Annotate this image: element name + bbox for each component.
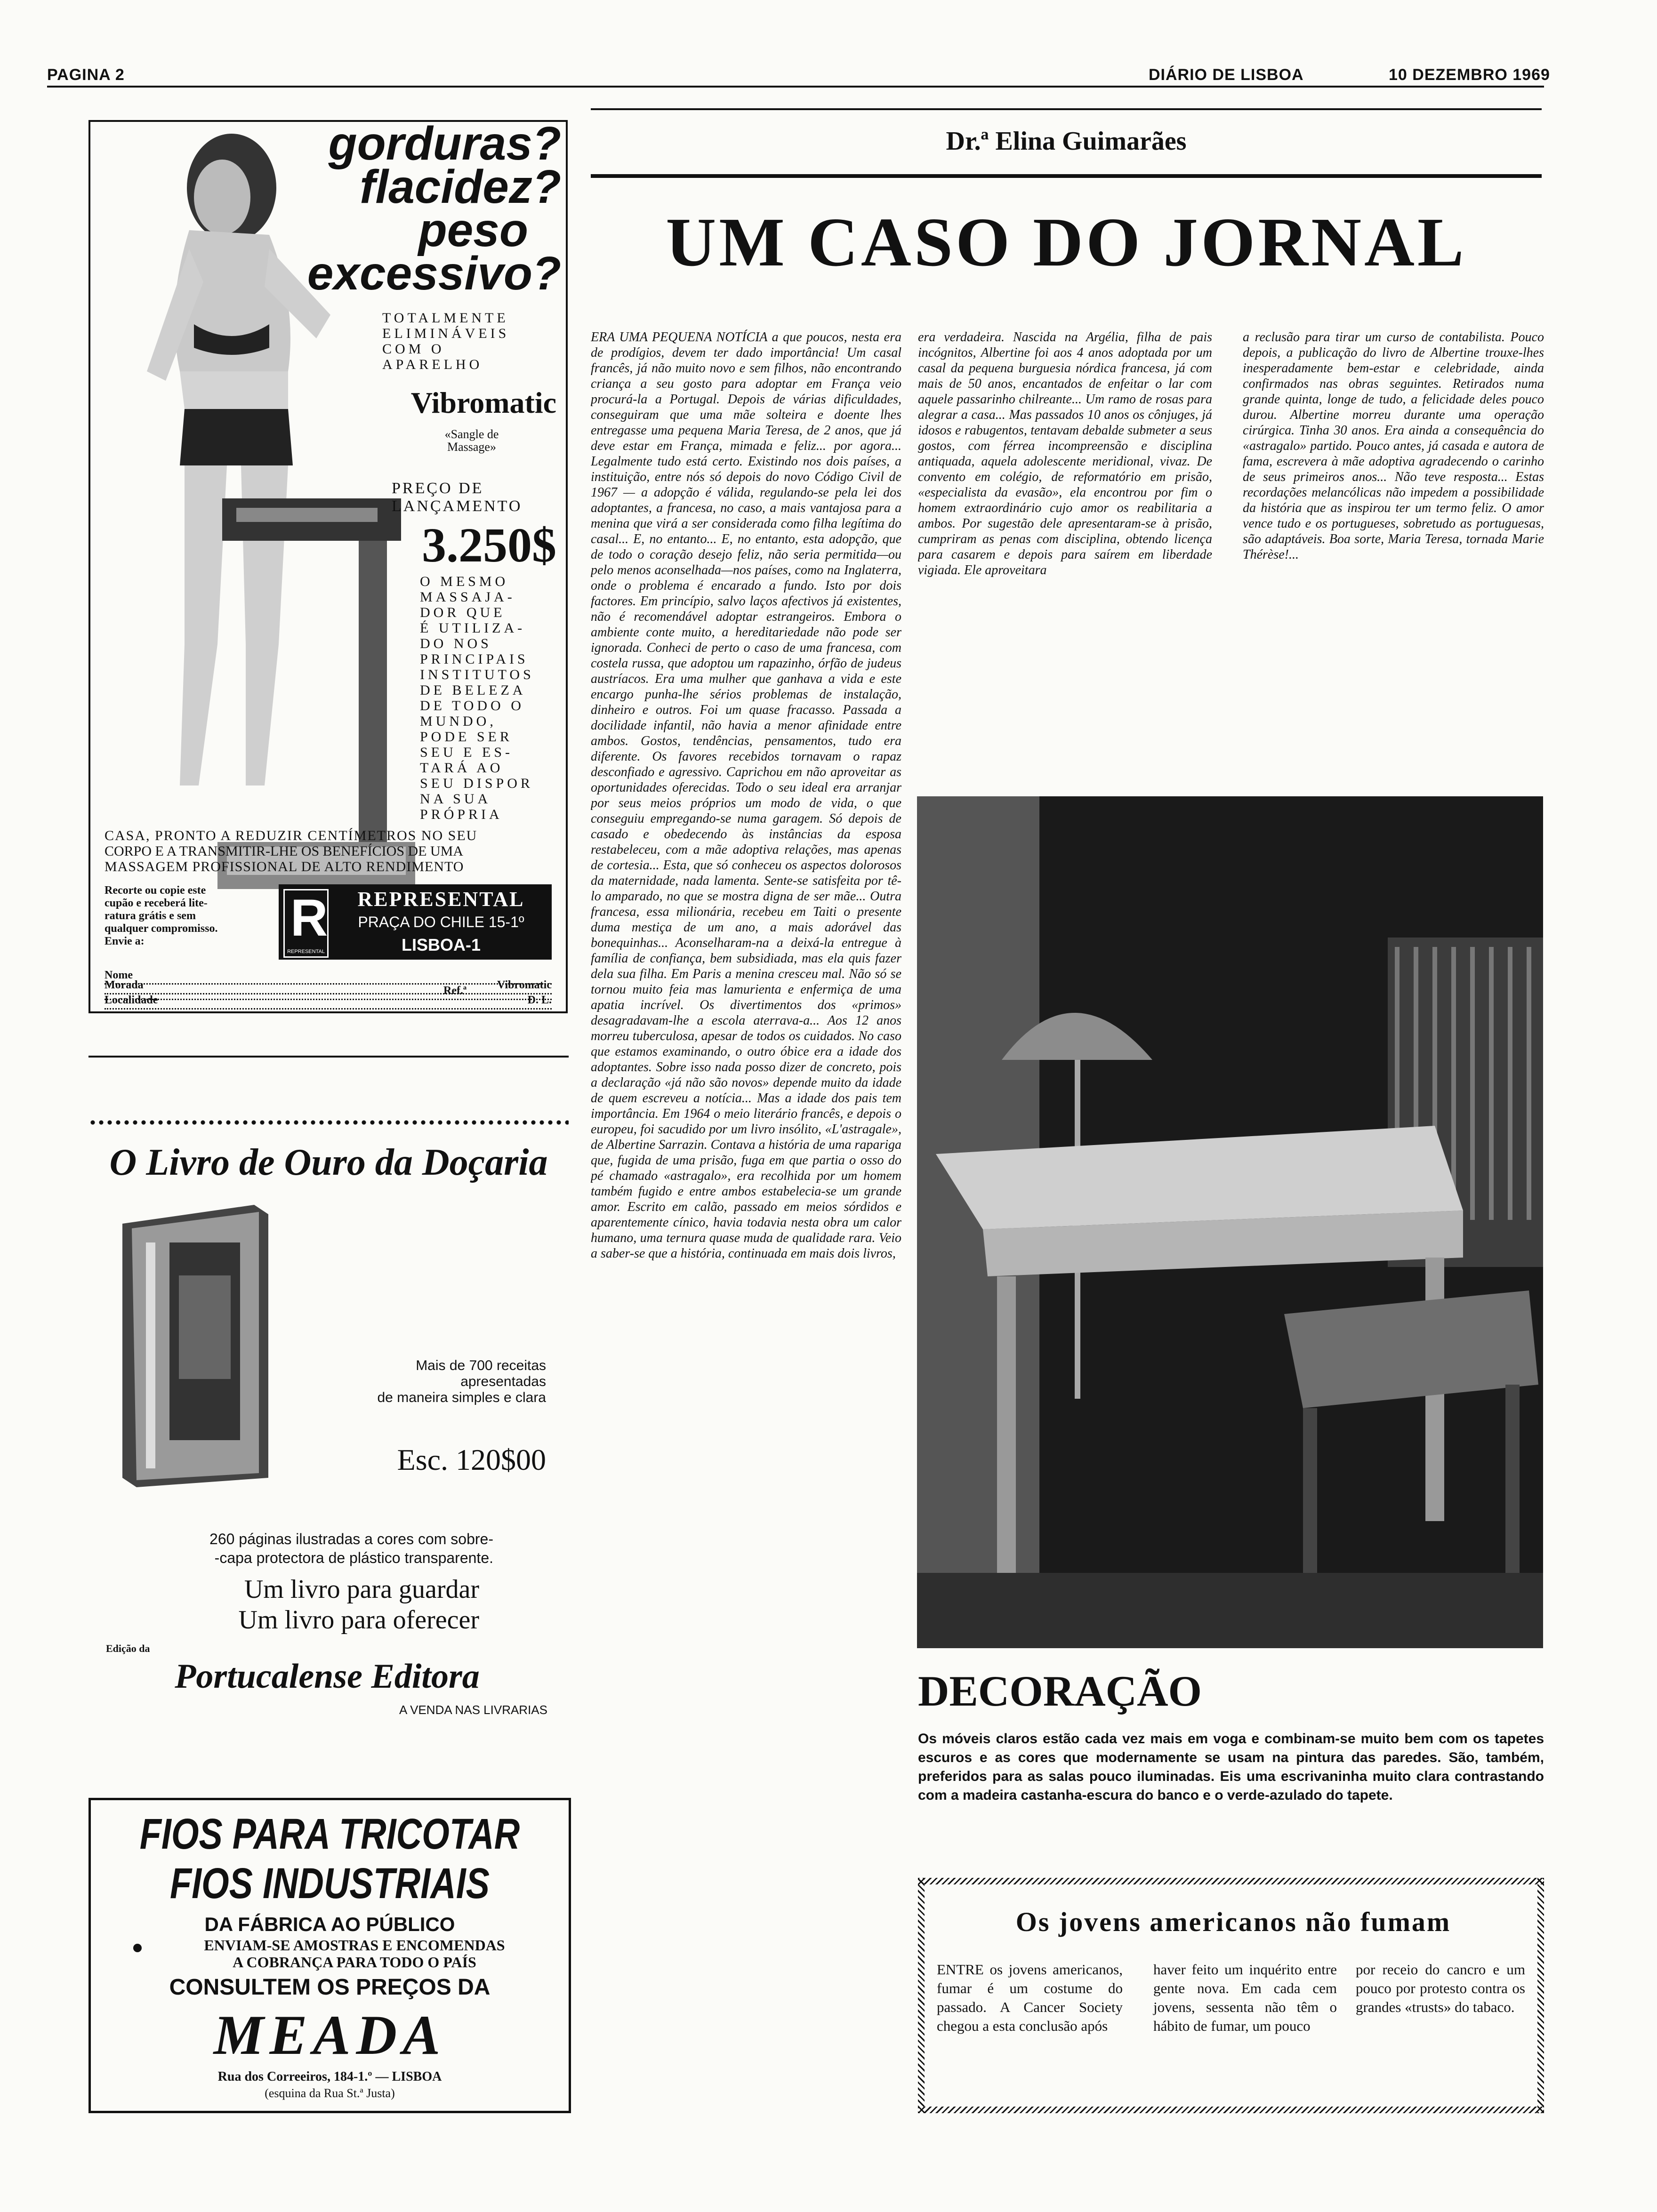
header-rule <box>47 86 1544 88</box>
desc-line: MUNDO, <box>420 713 497 729</box>
desc-line: TARÁ AO <box>420 760 504 776</box>
desc-line: É UTILIZA- <box>420 620 526 636</box>
brand-name: Vibromatic <box>410 386 556 419</box>
page-number: PAGINA 2 <box>47 66 125 84</box>
meada-line4: ENVIAM-SE AMOSTRAS E ENCOMENDAS <box>204 1937 505 1954</box>
edition-label: Edição da <box>106 1643 150 1654</box>
decoracao-text: Os móveis claros estão cada vez mais em voga e combinam-se muito bem com os tapetes escuros e as cores que modernamente se usam na pintura das paredes. São, também, preferidos para as salas pouco iluminadas. Eis uma escrivaninha muito clara contrastando com a madeira castanha-escura do banco e o verde-azulado do tapete. <box>918 1731 1544 1803</box>
article-column-1: ERA UMA PEQUENA NOTÍCIA a que poucos, nesta era de prodígios, devem ter dado importância! Um casal francês, já não muito novo e sem filhos, não encontrando criança a seu gosto para adoptar em França veio procurá-la a Portugal. Depois de várias dificuldades, conseguiram que uma mãe solteira e doente lhes entregasse uma pequena Maria Teresa, de 2 anos, que já deve estar em França, mimada e feliz... por agora... Legalmente tudo está certo. Existindo nos dois países, a instituição, entre nós só depois do novo Código Civil de 1967 — a adopção é válida, regulando-se pela lei dos adoptantes, a francesa, no caso, a mais vantajosa para a menina que virá a ser considerada como filha legítima do casal... E, no entanto... E, no entanto, esta adopção, que de todo o coração desejo feliz, não seria permitida—ou pelo menos aconselhada—nos países, como na Inglaterra, onde o problema é encarado a fundo. Isto por dois factores. Em princípio, salvo laços afectivos já existentes, não é recomendável adoptar estrangeiros. Embora o ambiente conte muito, a hereditariedade não pode ser ignorada. Conheci de perto o caso de uma francesa, com costela russa, que adoptou um rapazinho, órfão de judeus austríacos. Era uma mulher que ganhava a vida e este encargo punha-lhe sérios problemas de instalação, dinheiro e outros. Foi um quase fracasso. Passada a docilidade infantil, não havia a menor afinidade entre ambos. Gostos, tendências, pensamentos, tudo era diferente. Os favores recebidos tornavam o rapaz desconfiado e agressivo. Caprichou em não aproveitar as oportunidades oferecidas. Todo o seu ideal era arranjar por seus meios próprios um modo de vida, o que conseguiu empregando-se numa garagem. Só depois de casado e obedecendo às instâncias da esposa restabeleceu, com a mãe adoptiva relações, mas apenas de cortesia... Esta, que só conheceu os aspectos dolorosos da maternidade, nada lamenta. Sente-se satisfeita por tê-lo amparado, no que se mostra digna de ser mãe... Outra francesa, essa milionária, recebeu em Taiti o presente duma mestiça de um ano, a mais adorável das bonequinhas... Aconselharam-na a deixá-la entregue à família de confiança, bem subsidiada, mas ela quis fazer dela sua filha. Em Paris a menina cresceu mal. Não só se tornou muito feia mas lamurienta e enfermiça de uma apatia incrível. Os divertimentos dos «primos» desagradavam-lhe a escola aterrava-a... Aos 12 anos morreu tuberculosa, apesar de todos os cuidados. No caso que estamos examinando, o outro óbice era a idade dos adoptantes. Sobre isso nada posso dizer de concreto, pois a declaração «já não são novos» depende muito da idade de quem escreveu a notícia... Mas a idade dos pais tem importância. Em 1964 o meio literário francês, e depois o europeu, foi sacudido por um livro insólito, «L'astragale», de Albertine Sarrazin. Contava a história de uma rapariga que, fugida de uma prisão, fuga em que partia o osso do pé chamado «astragalo», era recolhida por um homem também fugido e entre ambos estabelecia-se um grande amor. Escrito em calão, passado em meios sórdidos e aparentemente cínico, havia todavia nesta obra um calor humano, uma ternura quase muda de qualidade rara. Veio a saber-se que a história, continuada em mais dois livros, <box>591 330 901 1261</box>
field-ref-label: Ref.ª <box>443 985 467 997</box>
desc-full-line: MASSAGEM PROFISSIONAL DE ALTO RENDIMENTO <box>105 859 464 874</box>
headline-excessivo: excessivo? <box>307 247 561 300</box>
issue-date: 10 DEZEMBRO 1969 <box>1389 66 1550 84</box>
desc-line: PRINCIPAIS <box>420 651 529 667</box>
jovens-column-3: por receio do cancro e um pouco por protesto contra os grandes «trusts» do tabaco. <box>1356 1961 1525 2015</box>
coupon-line: cupão e receberá lite- <box>105 897 208 909</box>
jovens-column-1: ENTRE os jovens americanos, fumar é um costume do passado. A Cancer Society chegou a esta conclusão após <box>937 1961 1123 2034</box>
meada-address: Rua dos Correeiros, 184-1.º — LISBOA <box>217 2069 442 2084</box>
recipes-line: de maneira simples e clara <box>377 1390 546 1405</box>
tagline-line: APARELHO <box>382 357 483 372</box>
coupon-line: Recorte ou copie este <box>105 884 206 897</box>
desc-line: SEU DISPOR <box>420 776 533 791</box>
coupon-instructions <box>105 884 260 948</box>
desc-line: DOR QUE <box>420 605 506 620</box>
tagline-line: ELIMINÁVEIS <box>382 326 510 341</box>
slogan-guardar: Um livro para guardar <box>244 1575 479 1604</box>
tagline-line: TOTALMENTE <box>382 310 509 326</box>
field-nome-label: Nome <box>105 969 133 981</box>
tagline <box>382 310 556 372</box>
article-title: UM CASO DO JORNAL <box>666 204 1467 281</box>
jovens-title: Os jovens americanos não fumam <box>1015 1907 1451 1937</box>
coupon-line: Envie a: <box>105 935 145 947</box>
description-narrow <box>420 574 561 822</box>
desc-line: SEU E ES- <box>420 745 513 760</box>
decor-desk-photo <box>917 796 1543 1648</box>
desc-line: O MESMO <box>420 574 509 589</box>
headline-gorduras: gorduras? <box>328 117 561 170</box>
left-column-rule-1 <box>88 1056 569 1058</box>
pages-text <box>88 1530 493 1567</box>
desc-line: PODE SER <box>420 729 513 745</box>
jovens-border-top <box>918 1878 1544 1884</box>
recipes-line: apresentadas <box>460 1374 546 1389</box>
livro-price: Esc. 120$00 <box>397 1443 546 1476</box>
jovens-border-bottom <box>918 2107 1544 2113</box>
desc-line: DE TODO O <box>420 698 524 713</box>
meada-ad <box>88 1798 571 2113</box>
desc-full-line: CORPO E A TRANSMITIR-LHE OS BENEFÍCIOS DE UMA <box>105 843 464 859</box>
description-full <box>105 828 552 874</box>
jovens-border-right <box>1537 1878 1544 2113</box>
field-localidade-label: Localidade <box>105 994 158 1006</box>
price-label <box>392 480 556 515</box>
representa-logo-letter: R <box>290 889 328 947</box>
company-name: REPRESENTAL <box>357 888 525 911</box>
coupon-line: ratura grátis e sem <box>105 910 196 922</box>
price-label-line: PREÇO DE <box>392 480 484 497</box>
desc-line: INSTITUTOS <box>420 667 534 682</box>
article-top-rule <box>591 108 1542 110</box>
meada-line2: FIOS INDUSTRIAIS <box>169 1859 490 1907</box>
representa-logo-small: REPRESENTAL <box>287 949 325 954</box>
publisher-name: Portucalense Editora <box>175 1657 480 1696</box>
field-localidade-right: D. L. <box>527 994 552 1006</box>
desc-line: NA SUA <box>420 791 491 807</box>
sub-brand: «Sangle de Massage» <box>444 427 499 454</box>
bullet-icon <box>133 1944 142 1952</box>
field-localidade-row <box>105 994 552 1010</box>
decoracao-title: DECORAÇÃO <box>918 1667 1202 1715</box>
jovens-border-left <box>918 1878 925 2113</box>
meada-brand: MEADA <box>213 2004 446 2066</box>
company-address: PRAÇA DO CHILE 15-1º <box>358 914 524 930</box>
price: 3.250$ <box>422 518 556 572</box>
sales-note: A VENDA NAS LIVRARIAS <box>399 1703 547 1717</box>
pages-line: 260 páginas ilustradas a cores com sobre- <box>209 1531 493 1547</box>
meada-address2: (esquina da Rua St.ª Justa) <box>265 2086 395 2100</box>
tagline-line: COM O <box>382 341 445 357</box>
headline-peso: peso <box>418 204 528 256</box>
desc-line: DO NOS <box>420 636 492 651</box>
meada-line5: A COBRANÇA PARA TODO O PAÍS <box>233 1954 476 1971</box>
field-morada-row <box>105 979 552 994</box>
representa-box <box>279 884 552 960</box>
newspaper-name: DIÁRIO DE LISBOA <box>1149 66 1304 84</box>
meada-line3: DA FÁBRICA AO PÚBLICO <box>204 1913 455 1935</box>
livro-title: O Livro de Ouro da Doçaria <box>109 1142 548 1183</box>
field-morada-right: Vibromatic <box>497 979 552 991</box>
vibromatic-ad <box>88 117 568 1013</box>
article-author-rule <box>591 174 1542 178</box>
jovens-column-2: haver feito um inquérito entre gente nova. Em cada cem jovens, sessenta não têm o hábito de fumar, um pouco <box>1153 1961 1337 2034</box>
price-label-line: LANÇAMENTO <box>392 497 523 515</box>
company-city: LISBOA-1 <box>401 935 481 954</box>
article-column-3: a reclusão para tirar um curso de contabilista. Pouco depois, a publicação do livro de Albertine trouxe-lhes inesperadamente bem-estar e celebridade, ainda confirmados nas obras seguintes. Retirados numa grande quinta, longe de tudo, a felicidade deles pouco durou. Albertine morreu durante uma operação cirúrgica. Tinha 30 anos. Era ainda a consequência do «astragalo» partido. Pouco antes, já casada e autora de fama, escrevera à mãe adoptiva agradecendo o carinho de seus primeiros anos... Não teve resposta... Estas recordações melancólicas não impedem a possibilidade da história que as inspirou ter um termo feliz. O amor vence tudo e os portugueses, sobretudo as portuguesas, são adaptáveis. Boa sorte, Maria Teresa, tornada Marie Thérèse!... <box>1243 330 1544 562</box>
pages-line: -capa protectora de plástico transparente. <box>214 1549 493 1566</box>
recipes-text <box>282 1358 546 1406</box>
ornament-border <box>88 1119 569 1126</box>
slogan-oferecer: Um livro para oferecer <box>238 1605 479 1635</box>
field-morada-label: Morada <box>105 979 144 991</box>
recipes-line: Mais de 700 receitas <box>416 1358 546 1373</box>
representa-logo <box>283 889 329 958</box>
article-author: Dr.ª Elina Guimarães <box>946 127 1187 156</box>
article-column-2: era verdadeira. Nascida na Argélia, filha de pais incógnitos, Albertine foi aos 4 anos adoptada por um casal da pequena burguesia nórdica francesa, já com mais de 50 anos, encantados de enfeitar o lar com aquele passarinho chilreante... Um ramo de rosas para alegrar a casa... Mas passados 10 anos os cônjuges, já idosos e rabugentos, tentavam debalde submeter a seus gostos, com férrea incompreensão e disciplina antiquada, aquela adolescente meridional, vivaz. De convento em colégio, de reformatório em prisão, «especialista da evasão», ela encontrou por fim o homem extraordinário cujo amor os reabilitaria a ambos. Por sugestão dele apresentaram-se à prisão, cumpriram as penas com disciplina, obtendo licença para casarem e depois para saírem em liberdade vigiada. Ele aproveitara <box>918 330 1212 577</box>
desc-full-line: CASA, PRONTO A REDUZIR CENTÍMETROS NO SEU <box>105 828 478 843</box>
meada-line1: FIOS PARA TRICOTAR <box>139 1810 520 1858</box>
coupon-line: qualquer compromisso. <box>105 922 218 935</box>
desc-line: DE BELEZA <box>420 682 526 698</box>
desc-line: MASSAJA- <box>420 589 515 605</box>
headline-flacidez: flacidez? <box>360 160 561 213</box>
desc-line: PRÓPRIA <box>420 807 503 822</box>
book-cover-image <box>118 1205 273 1487</box>
meada-line6: CONSULTEM OS PREÇOS DA <box>169 1975 491 2000</box>
